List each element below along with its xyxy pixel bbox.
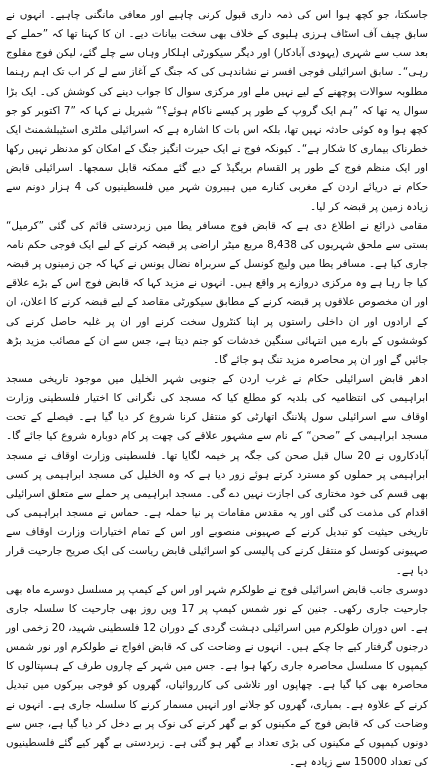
paragraph-1: جاسکتا، جو کچھ ہوا اس کی ذمہ داری قبول کرنی چاہیے اور معافی مانگنی چاہیے۔ انہوں نے سابق چیف آف اسٹاف ہرزی ہلیوی کے خلاف بھی سخت بیانات دیے۔ ان کا کہنا تھا کہ ”حملے کے بعد سب سے شہری (یہودی آبادکار) اور دیگر سیکورٹی اہلکار وہاں سے چلے گئے، لیکن فوج مفلوج رہی“۔ سابق اسرائیلی فوجی افسر نے نشاندہی کی کہ جنگ کے آغاز سے لے کر اب تک اہم رہنما مطلوبہ سوالات پوچھنے کے لیے نہیں ملے اور مرکزی سوال کا جواب دینے کی کوشش کی۔ ایک بڑا سوال یہ تھا کہ ”ہم ایک گروپ کے طور پر کیسے ناکام ہوئے؟“ شیریل نے کہا کہ ”7 اکتوبر کو جو کچھ ہوا وہ کوئی حادثہ نہیں تھا، بلکہ اس بات کا اشارہ ہے کہ اسرائیلی ملٹری اسٹیبلشمنٹ ایک خطرناک بیماری کا شکار ہے“۔ کیونکہ فوج نے ایک حیرت انگیز جنگ کے امکان کو مدنظر نہیں رکھا اور ایک منظم فوج کے طور پر القسام بریگیڈ کے دیے گئے ممکنہ قابل سمجھا۔ اسرائیلی قابض حکام نے دریائے اردن کے مغربی کنارے میں ہیبرون شہر میں فلسطینیوں کی 4 ہزار دونم سے زیادہ زمین پر قبضہ کر لیا۔ — [6, 9, 428, 213]
article-body — [6, 6, 428, 772]
paragraph-2: مقامی ذرائع نے اطلاع دی ہے کہ قابض فوج مسافر یطا میں زبردستی قائم کی گئی ”کرمیل“ بستی سے ملحق شہریوں کی 8,438 مربع میٹر اراضی پر قبضہ کرنے کے لیے ایک فوجی حکم نامہ جاری کیا ہے۔ مسافر یطا میں ولیج کونسل کے سربراہ نضال یونس نے کہا کہ جن زمینوں پر قبضہ کیا جا رہا ہے وہ مرکزی دروازے پر واقع ہیں۔ انہوں نے مزید کہا کہ قابض فوج اس کے بڑے علاقے اور ان مخصوص علاقوں پر قبضہ کرنے کے مطابق سیکورٹی مقاصد کے لیے قبضہ کرنے کا اعلان، ان کے ارادوں اور ان داخلی راستوں پر اپنا کنٹرول سخت کرنے اور ان پر غلبہ حاصل کرنے کی کوششوں کے بارے میں انتہائی سنگین خدشات کو جنم دیتا ہے، جس سے ان کے مصائب مزید بڑھ جائیں گے اور ان پر محاصرہ مزید تنگ ہو جائے گا۔ — [6, 219, 429, 366]
paragraph-4: دوسری جانب قابض اسرائیلی فوج نے طولکرم شہر اور اس کے کیمپ پر مسلسل دوسرے ماہ بھی جارحیت جاری رکھی۔ جنین کے نور شمس کیمپ پر 17 ویں روز بھی جارحیت کا سلسلہ جاری ہے۔ اس دوران طولکرم میں اسرائیلی دہشت گردی کے دوران 12 فلسطینی شہید، 20 زخمی اور درجنوں گرفتار کیے جا چکے ہیں۔ انہوں نے وضاحت کی کہ قابض افواج نے طولکرم اور نور شمس کیمپوں کا مسلسل محاصرہ جاری رکھا ہوا ہے۔ جس میں شہر کے چاروں طرف کے ہسپتالوں کا محاصرہ بھی کیا گیا ہے۔ چھاپوں اور تلاشی کی کارروائیاں، گھروں کو فوجی بیرکوں میں تبدیل کرنے کے علاوہ ہے۔ بمباری، گھروں کو جلانے اور انہیں مسمار کرنے کا سلسلہ جاری ہے۔ انہوں نے وضاحت کی کہ قابض فوج کے مکینوں کو بے گھر کرنے کی نوک پر بے دخل کر دیا گیا ہے، جس سے دونوں کیمپوں کے مکینوں کی بڑی تعداد بے گھر ہو گئی ہے۔ زبردستی بے گھر کیے گئے فلسطینیوں کی تعداد 15000 سے زیادہ ہے۔ — [6, 583, 428, 769]
paragraph-3: ادھر قابض اسرائیلی حکام نے غرب اردن کے جنوبی شہر الخلیل میں موجود تاریخی مسجد ابراہیمی کی انتظامیہ کی بلدیہ کو مطلع کیا کہ مسجد کی نگرانی کا اختیار فلسطینی وزارت اوقاف سے اسرائیلی سول پلاننگ اتھارٹی کو منتقل کرنا شروع کر دیا گیا ہے۔ فیصلے کے تحت مسجد ابراہیمی کے ”صحن“ کے نام سے مشہور علاقے کی چھت پر کام دوبارہ شروع کیا جائے گا۔ آبادکاروں نے 20 سال قبل صحن کی جگہ پر خیمہ لگایا تھا۔ فلسطینی وزارت اوقاف نے مسجد ابراہیمی پر حملوں کو مسترد کرتے ہوئے زور دیا ہے کہ وہ الخلیل کی مسجد ابراہیمی پر کسی بھی قسم کی خود مختاری کی اجازت نہیں دے گی۔ مسجد ابراہیمی پر حملے سے متعلق اسرائیلی اقدام کی مذمت کی گئی اور یہ مقدس مقامات پر نیا حملہ ہے۔ حماس نے مسجد ابراہیمی کی تاریخی حیثیت کو تبدیل کرنے کے صہیونی منصوبے اور اس کے تمام اختیارات وزارت اوقاف سے صہیونی کونسل کو منتقل کرنے کی پالیسی کو اسرائیلی قابض ریاست کی ایک صریح جارحیت قرار دیا ہے۔ — [6, 372, 429, 577]
